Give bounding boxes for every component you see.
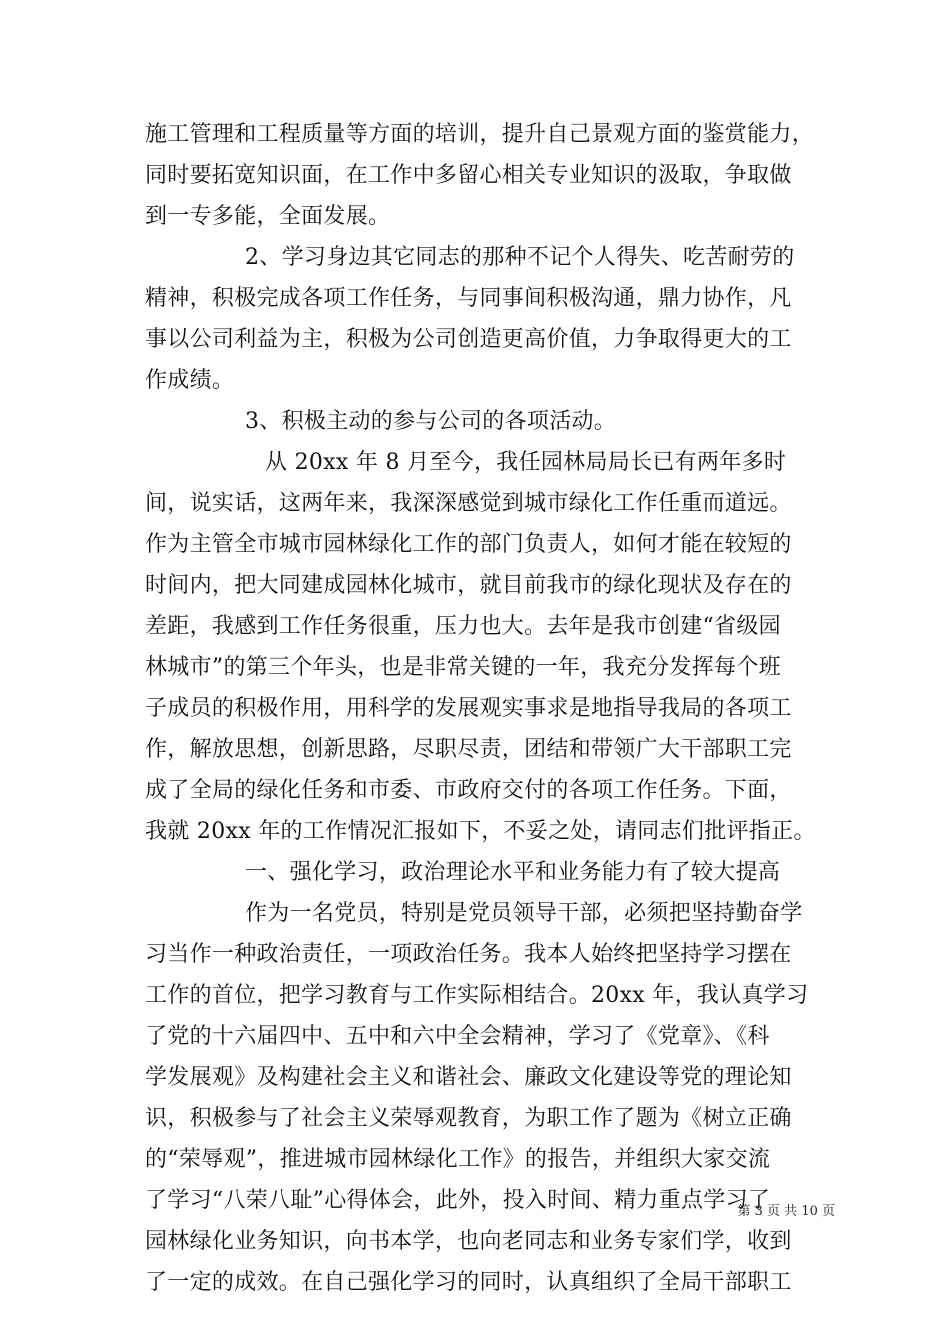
text-line: 3、积极主动的参与公司的各项活动。	[245, 409, 617, 434]
text-line: 工作的首位，把学习教育与工作实际相结合。20xx 年，我认真学习	[145, 983, 809, 1008]
text-line: 作为一名党员，特别是党员领导干部，必须把坚持勤奋学	[245, 901, 803, 926]
page-number-footer: 第 3 页 共 10 页	[737, 1204, 835, 1219]
text-line: 作，解放思想，创新思路，尽职尽责，团结和带领广大干部职工完	[145, 737, 792, 762]
text-line: 作成绩。	[145, 368, 235, 393]
text-line: 事以公司利益为主，积极为公司创造更高价值，力争取得更大的工	[145, 327, 792, 352]
text-line: 到一专多能，全面发展。	[145, 204, 391, 229]
text-line: 作为主管全市城市园林绿化工作的部门负责人，如何才能在较短的	[145, 532, 792, 557]
text-line: 同时要拓宽知识面，在工作中多留心相关专业知识的汲取，争取做	[145, 163, 792, 188]
text-line: 子成员的积极作用，用科学的发展观实事求是地指导我局的各项工	[145, 696, 792, 721]
section-heading: 一、强化学习，政治理论水平和业务能力有了较大提高	[245, 860, 781, 885]
text-line: 精神，积极完成各项工作任务，与同事间积极沟通，鼎力协作，凡	[145, 286, 792, 311]
text-line: 林城市”的第三个年头，也是非常关键的一年，我充分发挥每个班	[145, 655, 781, 680]
text-line: 学发展观》及构建社会主义和谐社会、廉政文化建设等党的理论知	[145, 1065, 792, 1090]
text-line: 时间内，把大同建成园林化城市，就目前我市的绿化现状及存在的	[145, 573, 792, 598]
text-line: 园林绿化业务知识，向书本学，也向老同志和业务专家们学，收到	[145, 1229, 792, 1254]
text-line: 识，积极参与了社会主义荣辱观教育，为职工作了题为《树立正确	[145, 1106, 792, 1131]
text-line: 习当作一种政治责任，一项政治任务。我本人始终把坚持学习摆在	[145, 942, 792, 967]
text-line: 的“荣辱观”，推进城市园林绿化工作》的报告，并组织大家交流	[145, 1147, 771, 1172]
text-line: 成了全局的绿化任务和市委、市政府交付的各项工作任务。下面，	[145, 778, 792, 803]
text-line: 间，说实话，这两年来，我深深感觉到城市绿化工作任重而道远。	[145, 491, 792, 516]
text-line: 我就 20xx 年的工作情况汇报如下，不妥之处，请同志们批评指正。	[145, 819, 816, 844]
text-line: 了学习“八荣八耻”心得体会，此外，投入时间、精力重点学习了	[145, 1188, 771, 1213]
text-line: 了党的十六届四中、五中和六中全会精神，学习了《党章》、《科	[145, 1024, 770, 1049]
text-line: 施工管理和工程质量等方面的培训，提升自己景观方面的鉴赏能力，	[145, 122, 815, 147]
text-line: 了一定的成效。在自己强化学习的同时，认真组织了全局干部职工	[145, 1270, 792, 1295]
text-line: 从 20xx 年 8 月至今，我任园林局局长已有两年多时	[265, 450, 787, 475]
text-line: 差距，我感到工作任务很重，压力也大。去年是我市创建“省级园	[145, 614, 781, 639]
text-line: 2、学习身边其它同志的那种不记个人得失、吃苦耐劳的	[245, 245, 795, 270]
